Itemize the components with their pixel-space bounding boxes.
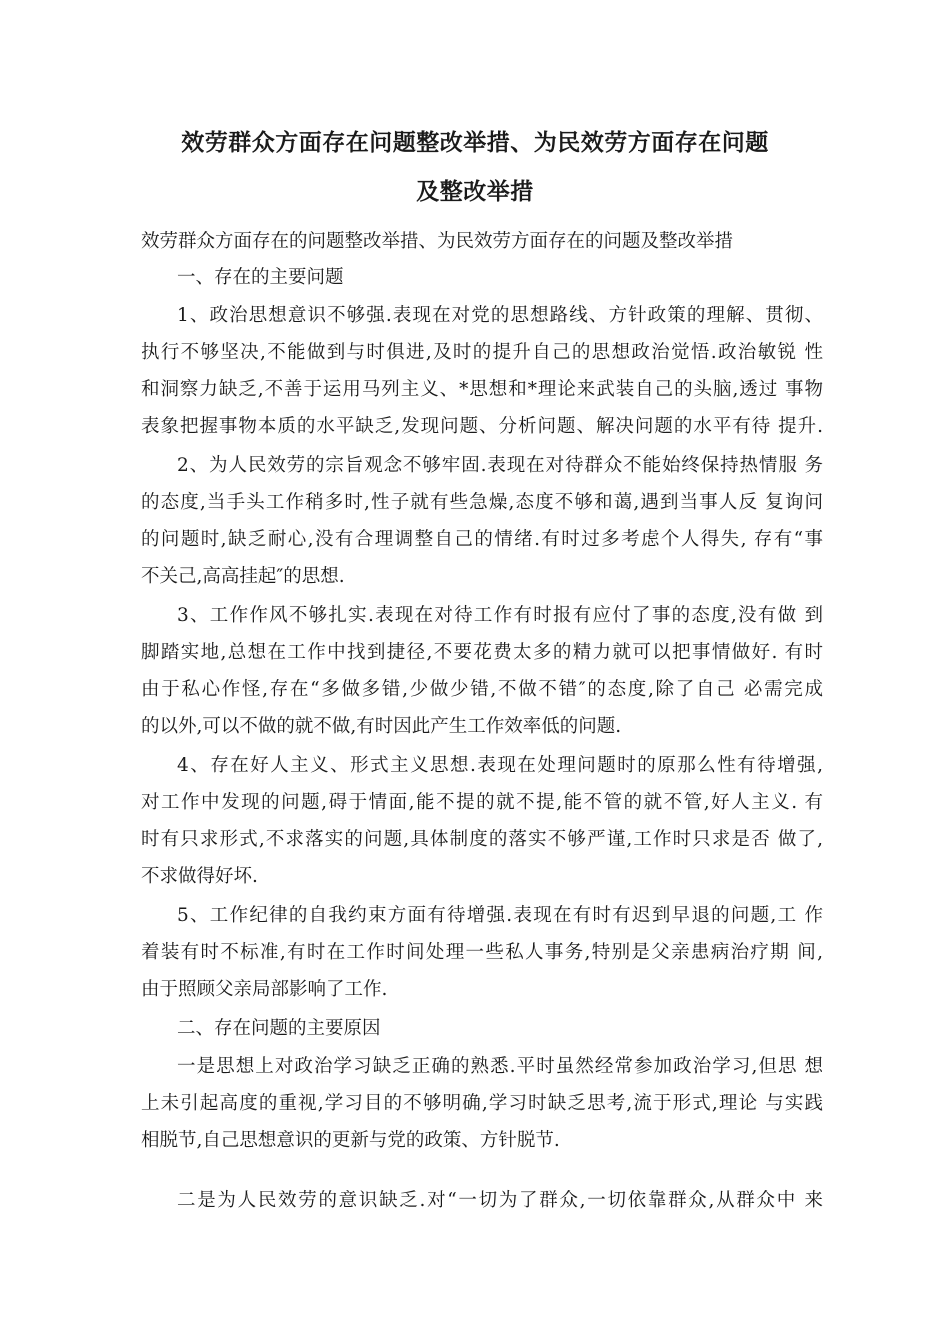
paragraph-line: 4、存在好人主义、形式主义思想.表现在处理问题时的原那么性有待增强, <box>177 755 823 776</box>
subtitle-line: 效劳群众方面存在的问题整改举措、为民效劳方面存在的问题及整改举措 <box>141 231 734 252</box>
paragraph-line: 和洞察力缺乏,不善于运用马列主义、*思想和*理论来武装自己的头脑,透过 事物 <box>141 379 823 400</box>
paragraph-line: 相脱节,自己思想意识的更新与党的政策、方针脱节. <box>141 1130 560 1151</box>
paragraph-line: 二是为人民效劳的意识缺乏.对“一切为了群众,一切依靠群众,从群众中 来 <box>177 1190 823 1211</box>
paragraph-line: 表象把握事物本质的水平缺乏,发现问题、分析问题、解决问题的水平有待 提升. <box>141 416 823 437</box>
paragraph-line: 时有只求形式,不求落实的问题,具体制度的落实不够严谨,工作时只求是否 做了, <box>141 829 823 850</box>
document-title-line-1: 效劳群众方面存在问题整改举措、为民效劳方面存在问题 <box>181 130 769 156</box>
paragraph-line: 对工作中发现的问题,碍于情面,能不提的就不提,能不管的就不管,好人主义. 有 <box>141 792 823 813</box>
paragraph-line: 不求做得好坏. <box>141 866 258 887</box>
paragraph-line: 的以外,可以不做的就不做,有时因此产生工作效率低的问题. <box>141 716 622 737</box>
paragraph-line: 的态度,当手头工作稍多时,性子就有些急燥,态度不够和蔼,遇到当事人反 复询问 <box>141 492 823 513</box>
document-title-line-2: 及整改举措 <box>416 179 534 205</box>
paragraph-line: 由于照顾父亲局部影响了工作. <box>141 979 388 1000</box>
section-heading: 二、存在问题的主要原因 <box>177 1018 381 1039</box>
paragraph-line: 2、为人民效劳的宗旨观念不够牢固.表现在对待群众不能始终保持热情服 务 <box>177 455 823 476</box>
paragraph-line: 3、工作作风不够扎实.表现在对待工作有时报有应付了事的态度,没有做 到 <box>177 605 823 626</box>
paragraph-line: 上未引起高度的重视,学习目的不够明确,学习时缺乏思考,流于形式,理论 与实践 <box>141 1093 823 1114</box>
paragraph-line: 脚踏实地,总想在工作中找到捷径,不要花费太多的精力就可以把事情做好. 有时 <box>141 642 823 663</box>
paragraph-line: 执行不够坚决,不能做到与时俱进,及时的提升自己的思想政治觉悟.政治敏锐 性 <box>141 342 823 363</box>
section-heading: 一、存在的主要问题 <box>177 267 344 288</box>
paragraph-line: 着装有时不标准,有时在工作时间处理一些私人事务,特别是父亲患病治疗期 间, <box>141 942 823 963</box>
paragraph-line: 的问题时,缺乏耐心,没有合理调整自己的情绪.有时过多考虑个人得失, 存有“事 <box>141 529 823 550</box>
paragraph-line: 由于私心作怪,存在“多做多错,少做少错,不做不错″的态度,除了自己 必需完成 <box>141 679 823 700</box>
paragraph-line: 1、政治思想意识不够强.表现在对党的思想路线、方针政策的理解、贯彻、 <box>177 305 823 326</box>
paragraph-line: 5、工作纪律的自我约束方面有待增强.表现在有时有迟到早退的问题,工 作 <box>177 905 823 926</box>
paragraph-line: 不关己,高高挂起″的思想. <box>141 566 345 587</box>
paragraph-line: 一是思想上对政治学习缺乏正确的熟悉.平时虽然经常参加政治学习,但思 想 <box>177 1056 823 1077</box>
